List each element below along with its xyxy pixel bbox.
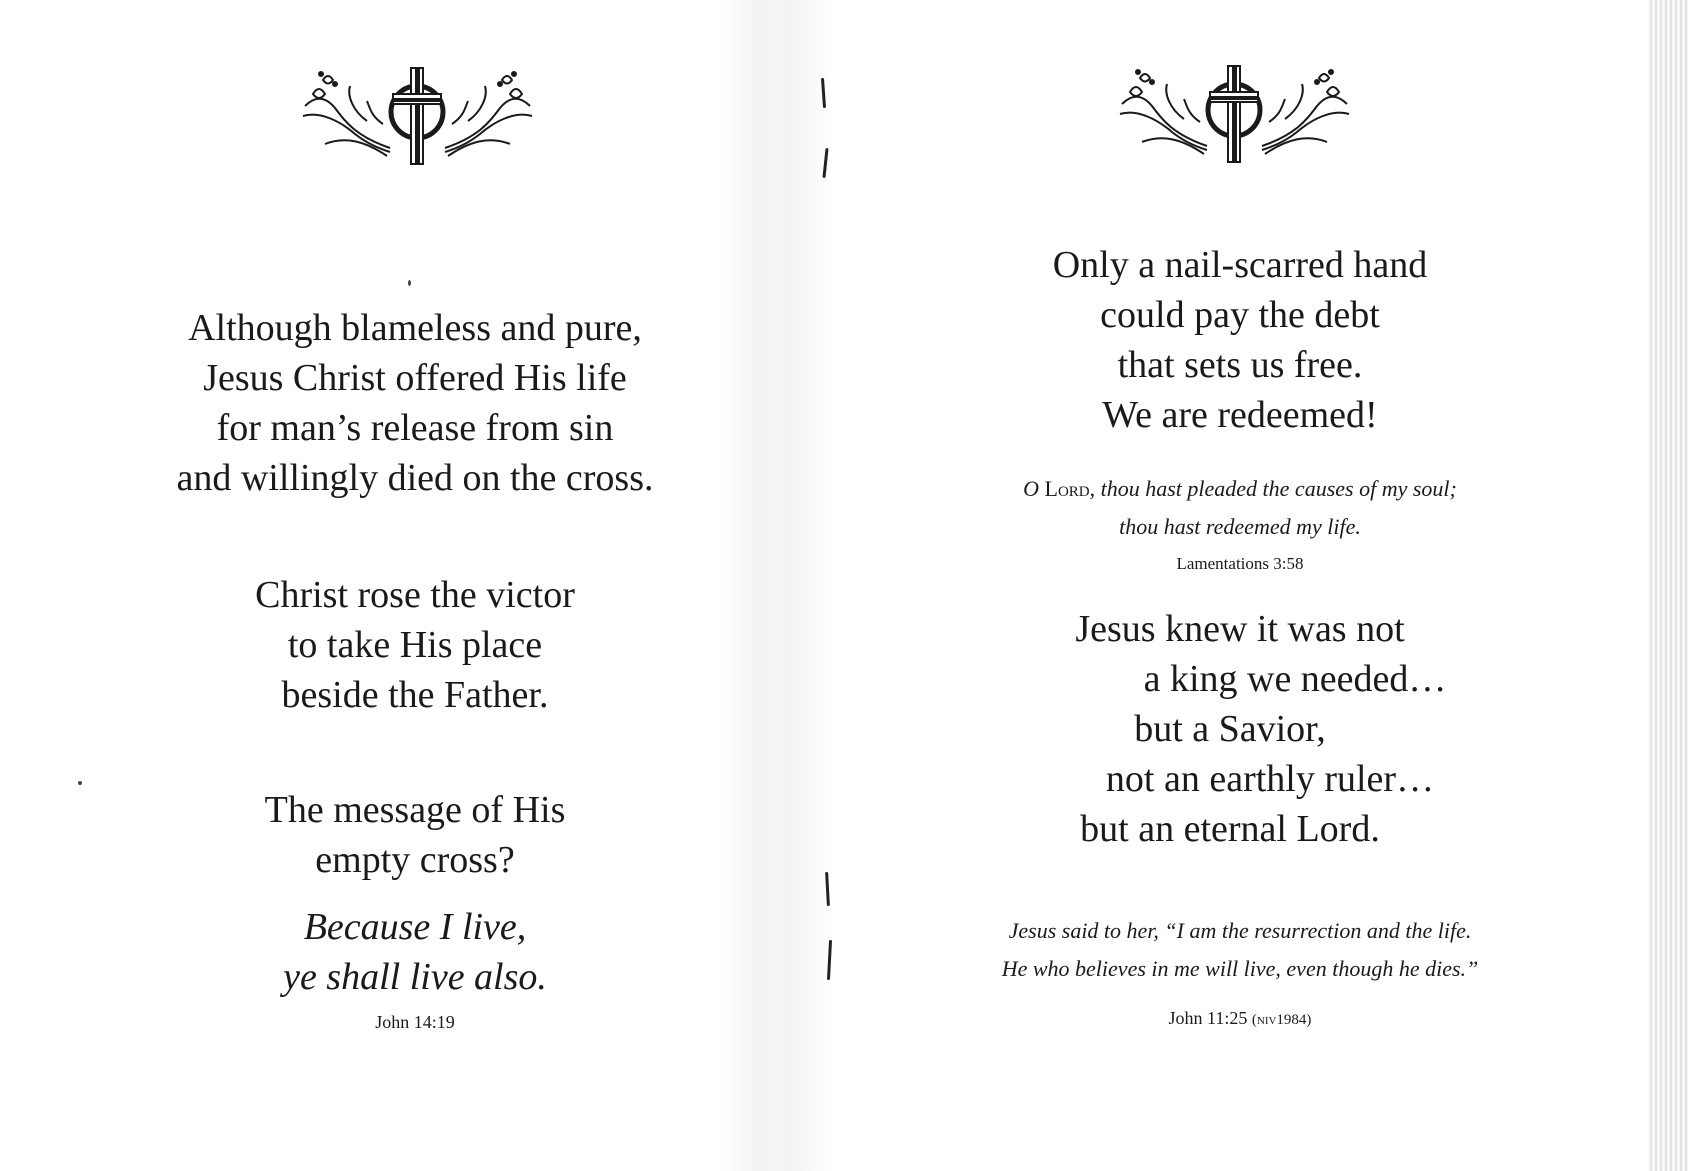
verse-line: We are redeemed! [1102, 394, 1378, 436]
scripture-quote [0, 902, 830, 1002]
cross-with-lilies-icon [1112, 64, 1357, 169]
lamentations-reference: Lamentations 3:58 [1176, 554, 1304, 573]
left-page [0, 0, 830, 1171]
verse-line: that sets us free. [1117, 344, 1363, 386]
verse-line: Jesus Christ offered His life [203, 357, 627, 399]
page-edges [1648, 0, 1688, 1171]
verse-line: but a Savior, [1134, 708, 1326, 750]
verse-savior [830, 604, 1650, 854]
scripture-line: ye shall live also. [283, 956, 547, 998]
verse-victor [0, 570, 830, 720]
john-quote [830, 912, 1650, 988]
verse-line: but an eternal Lord. [1080, 808, 1380, 850]
quote-line [830, 470, 1650, 508]
verse-line: and willingly died on the cross. [176, 457, 654, 499]
verse-line: a king we needed… [1143, 658, 1447, 700]
reference-text: John 11:25 [1168, 1008, 1248, 1028]
quote-rest: , thou hast pleaded the causes of my soul; [1089, 476, 1457, 501]
cross-with-lilies-icon [295, 66, 540, 171]
verse-line: Christ rose the victor [255, 574, 575, 616]
quote-line: He who believes in me will live, even though he dies.” [1001, 956, 1479, 981]
lamentations-quote [830, 470, 1650, 546]
verse-redeemed [830, 240, 1650, 440]
quote-line: Jesus said to her, “I am the resurrection and the life. [1008, 918, 1472, 943]
verse-line: beside the Father. [281, 674, 549, 716]
version-text: (niv1984) [1251, 1012, 1312, 1028]
verse-line: empty cross? [315, 839, 515, 881]
verse-line: not an earthly ruler… [1105, 758, 1435, 800]
verse-message [0, 785, 830, 885]
verse-line: The message of His [264, 789, 566, 831]
verse-line: could pay the debt [1100, 294, 1380, 336]
verse-line: to take His place [287, 624, 543, 666]
verse-line: Although blameless and pure, [188, 307, 642, 349]
quote-line: thou hast redeemed my life. [1119, 514, 1361, 539]
quote-prefix: O [1023, 476, 1045, 501]
verse-sacrifice [0, 303, 830, 503]
verse-line: for man’s release from sin [216, 407, 614, 449]
verse-line: Jesus knew it was not [1075, 608, 1405, 650]
scripture-line: Because I live, [303, 906, 527, 948]
right-page [830, 0, 1650, 1171]
verse-line: Only a nail-scarred hand [1052, 244, 1428, 286]
lord-small-caps: Lord [1044, 476, 1090, 501]
scripture-reference: John 14:19 [375, 1012, 455, 1032]
john-reference [830, 1008, 1650, 1029]
